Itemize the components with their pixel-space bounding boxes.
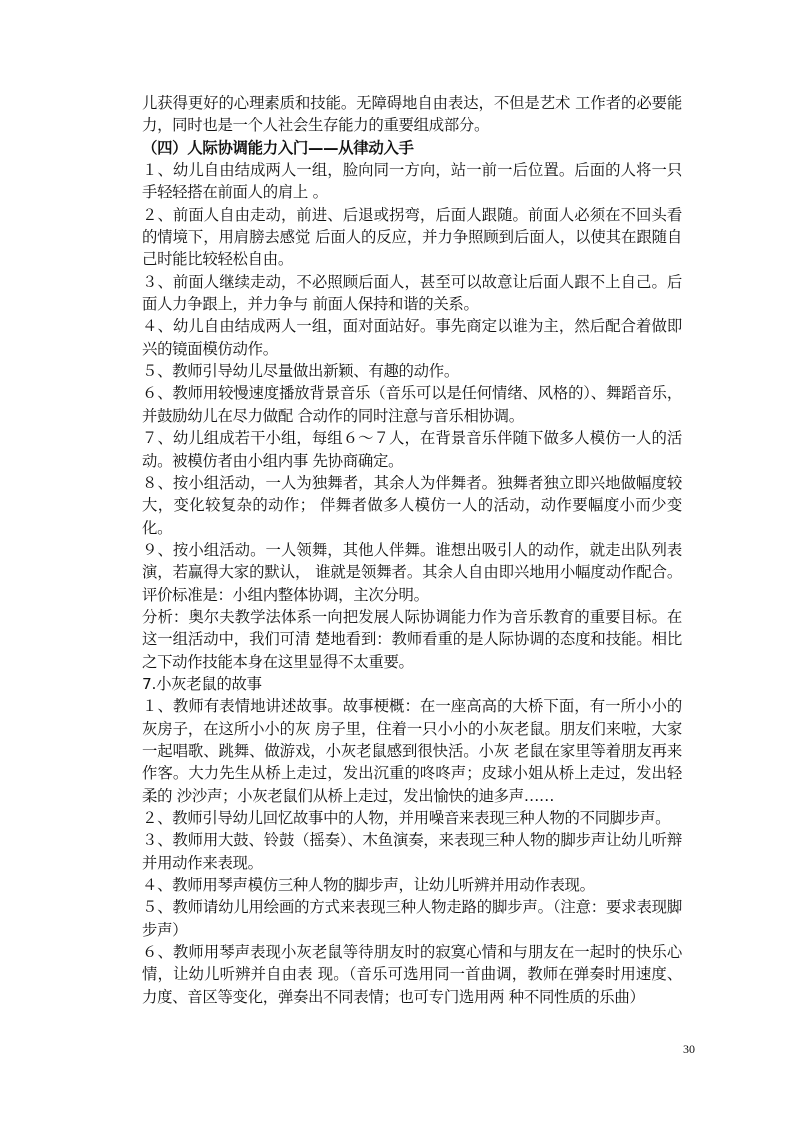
- page-body: [142, 92, 682, 1008]
- paragraph-intro-continuation: 儿获得更好的心理素质和技能。无障碍地自由表达，不但是艺术 工作者的必要能力，同时也是一个人社会生存能力的重要组成部分。: [142, 94, 682, 135]
- step-4-paragraph: ４、幼儿自由结成两人一组，面对面站好。事先商定以谁为主，然后配合着做即兴的镜面模仿动作。: [142, 317, 682, 358]
- step-9-paragraph: ９、按小组活动。一人领舞，其他人伴舞。谁想出吸引人的动作，就走出队列表演，若赢得大家的默认， 谁就是领舞者。其余人自由即兴地用小幅度动作配合。评价标准是：小组内整体协调，主次分明。: [142, 540, 682, 604]
- subsection-title: 7.小灰老鼠的故事: [142, 674, 262, 693]
- step-3-paragraph: ３、前面人继续走动，不必照顾后面人，甚至可以故意让后面人跟不上自己。后面人力争跟上，并力争与 前面人保持和谐的关系。: [142, 272, 682, 314]
- story-step-4-paragraph: ４、教师用琴声模仿三种人物的脚步声，让幼儿听辨并用动作表现。: [142, 876, 595, 895]
- step-8-paragraph: ８、按小组活动，一人为独舞者，其余人为伴舞者。独舞者独立即兴地做幅度较大，变化较复杂的动作； 伴舞者做多人模仿一人的活动，动作要幅度小而少变化。: [142, 473, 682, 537]
- step-1-paragraph: １、幼儿自由结成两人一组，脸向同一方向，站一前一后位置。后面的人将一只手轻轻搭在前面人的肩上 。: [142, 161, 682, 202]
- story-step-3-paragraph: ３、教师用大鼓、铃鼓（摇奏）、木鱼演奏，来表现三种人物的脚步声让幼儿听辩并用动作来表现。: [142, 831, 682, 872]
- story-step-6-paragraph: ６、教师用琴声表现小灰老鼠等待朋友时的寂寞心情和与朋友在一起时的快乐心情，让幼儿听辨并自由表 现。（音乐可选用同一首曲调，教师在弹奏时用速度、力度、音区等变化，弹奏出不同表情；也可专门选用两 种不同性质的乐曲）: [142, 943, 682, 1006]
- page-number: 30: [683, 1042, 695, 1056]
- story-step-5-paragraph: ５、教师请幼儿用绘画的方式来表现三种人物走路的脚步声。（注意：要求表现脚步声）: [142, 898, 682, 939]
- step-5-paragraph: ５、教师引导幼儿尽量做出新颖、有趣的动作。: [142, 362, 459, 381]
- step-2-paragraph: ２、前面人自由走动，前进、后退或拐弯，后面人跟随。前面人必须在不回头看的情境下，用肩膀去感觉 后面人的反应，并力争照顾到后面人，以使其在跟随自己时能比较轻松自由。: [142, 205, 682, 269]
- story-step-1-paragraph: １、教师有表情地讲述故事。故事梗概：在一座高高的大桥下面，有一所小小的灰房子，在这所小小的灰 房子里，住着一只小小的小灰老鼠。朋友们来啦，大家一起唱歌、跳舞、做游戏，小灰老鼠感到很快活。小灰 老鼠在家里等着朋友再来作客。大力先生从桥上走过，发出沉重的咚咚声；皮球小姐从桥上走过，发出轻柔的 沙沙声；小灰老鼠们从桥上走过，发出愉快的迪多声……: [142, 697, 682, 805]
- analysis-paragraph: 分析：奥尔夫教学法体系一向把发展人际协调能力作为音乐教育的重要目标。在这一组活动中，我们可清 楚地看到：教师看重的是人际协调的态度和技能。相比之下动作技能本身在这里显得不太重要。: [142, 607, 682, 671]
- section-heading: （四）人际协调能力入门——从律动入手: [142, 138, 414, 157]
- step-7-paragraph: ７、幼儿组成若干小组，每组６～７人，在背景音乐伴随下做多人模仿一人的活动。被模仿者由小组内事 先协商确定。: [142, 429, 682, 470]
- story-step-2-paragraph: ２、教师引导幼儿回忆故事中的人物，并用噪音来表现三种人物的不同脚步声。: [142, 809, 671, 827]
- step-6-paragraph: ６、教师用较慢速度播放背景音乐（音乐可以是任何情绪、风格的）、舞蹈音乐，并鼓励幼儿在尽力做配 合动作的同时注意与音乐相协调。: [142, 384, 682, 425]
